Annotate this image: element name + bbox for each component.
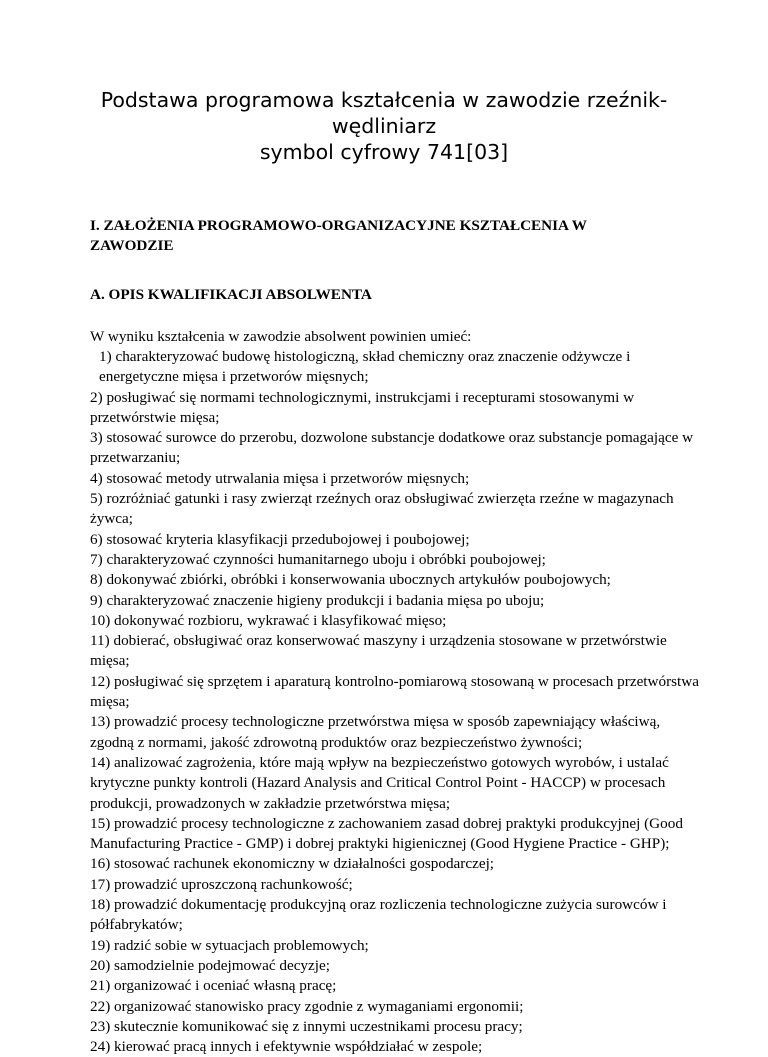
list-item: 9) charakteryzować znaczenie higieny produkcji i badania mięsa po uboju; [90,591,545,609]
list-item: 5) rozróżniać gatunki i rasy zwierząt rzeźnych oraz obsługiwać zwierzęta rzeźne w magazynach żywca; [90,490,674,528]
sub-heading: A. OPIS KWALIFIKACJI ABSOLWENTA [90,286,372,303]
list-item: 23) skutecznie komunikować się z innymi uczestnikami procesu pracy; [90,1017,523,1035]
list-item: 7) charakteryzować czynności humanitarnego uboju i obróbki poubojowej; [90,550,546,568]
list-item: 12) posługiwać się sprzętem i aparaturą kontrolno-pomiarową stosowaną w procesach przetwórstwa mięsa; [90,672,699,711]
list-item: 17) prowadzić uproszczoną rachunkowość; [90,875,353,893]
section-heading: I. ZAŁOŻENIA PROGRAMOWO-ORGANIZACYJNE KSZTAŁCENIA W ZAWODZIE [90,217,587,255]
intro-paragraph: W wyniku kształcenia w zawodzie absolwent powinien umieć: [90,328,472,345]
list-item: 22) organizować stanowisko pracy zgodnie z wymaganiami ergonomii; [90,997,524,1015]
list-item: 21) organizować i oceniać własną pracę; [90,977,337,995]
list-item: 8) dokonywać zbiórki, obróbki i konserwowania ubocznych artykułów poubojowych; [90,571,611,589]
list-item: 24) kierować pracą innych i efektywnie współdziałać w zespole; [90,1038,483,1056]
list-item: 18) prowadzić dokumentację produkcyjną oraz rozliczenia technologiczne zużycia surowców i półfabrykatów; [90,896,667,934]
title-line-2: wędliniarz [331,114,437,138]
list-item: 16) stosować rachunek ekonomiczny w działalności gospodarczej; [90,855,495,873]
qualification-list [90,347,702,1057]
list-item: 10) dokonywać rozbioru, wykrawać i klasyfikować mięso; [90,611,447,629]
list-item: 14) analizować zagrożenia, które mają wpływ na bezpieczeństwo gotowych wyrobów, i ustalać krytyczne punkty kontroli (Hazard Analysis and Critical Control Point - HACCP) w procesach produkcji, prowadzonych w zakładzie przetwórstwa mięsa; [90,753,669,812]
list-item: 11) dobierać, obsługiwać oraz konserwować maszyny i urządzenia stosowane w przetwórstwie mięsa; [90,632,667,670]
list-item: 15) prowadzić procesy technologiczne z zachowaniem zasad dobrej praktyki produkcyjnej (Good Manufacturing Practice - GMP) i dobrej praktyki higienicznej (Good Hygiene Practice - GHP); [90,814,683,853]
list-item: 4) stosować metody utrwalania mięsa i przetworów mięsnych; [90,469,470,487]
title-line-1: Podstawa programowa kształcenia w zawodzie rzeźnik- [100,88,668,112]
list-item: 13) prowadzić procesy technologiczne przetwórstwa mięsa w sposób zapewniający właściwą, zgodną z normami, jakość zdrowotną produktów oraz bezpieczeństwo żywności; [90,713,661,751]
list-item: 19) radzić sobie w sytuacjach problemowych; [90,936,369,954]
document-title [70,87,698,165]
list-item: 20) samodzielnie podejmować decyzje; [90,956,330,974]
list-item: 3) stosować surowce do przerobu, dozwolone substancje dodatkowe oraz substancje pomagające w przetwarzaniu; [90,429,694,467]
title-symbol-line: symbol cyfrowy 741[03] [259,140,509,164]
list-item: 2) posługiwać się normami technologicznymi, instrukcjami i recepturami stosowanymi w przetwórstwie mięsa; [90,388,635,426]
list-item: 6) stosować kryteria klasyfikacji przedubojowej i poubojowej; [90,530,470,548]
list-item: 1) charakteryzować budowę histologiczną, skład chemiczny oraz znaczenie odżywcze i energetyczne mięsa i przetworów mięsnych; [99,348,631,386]
